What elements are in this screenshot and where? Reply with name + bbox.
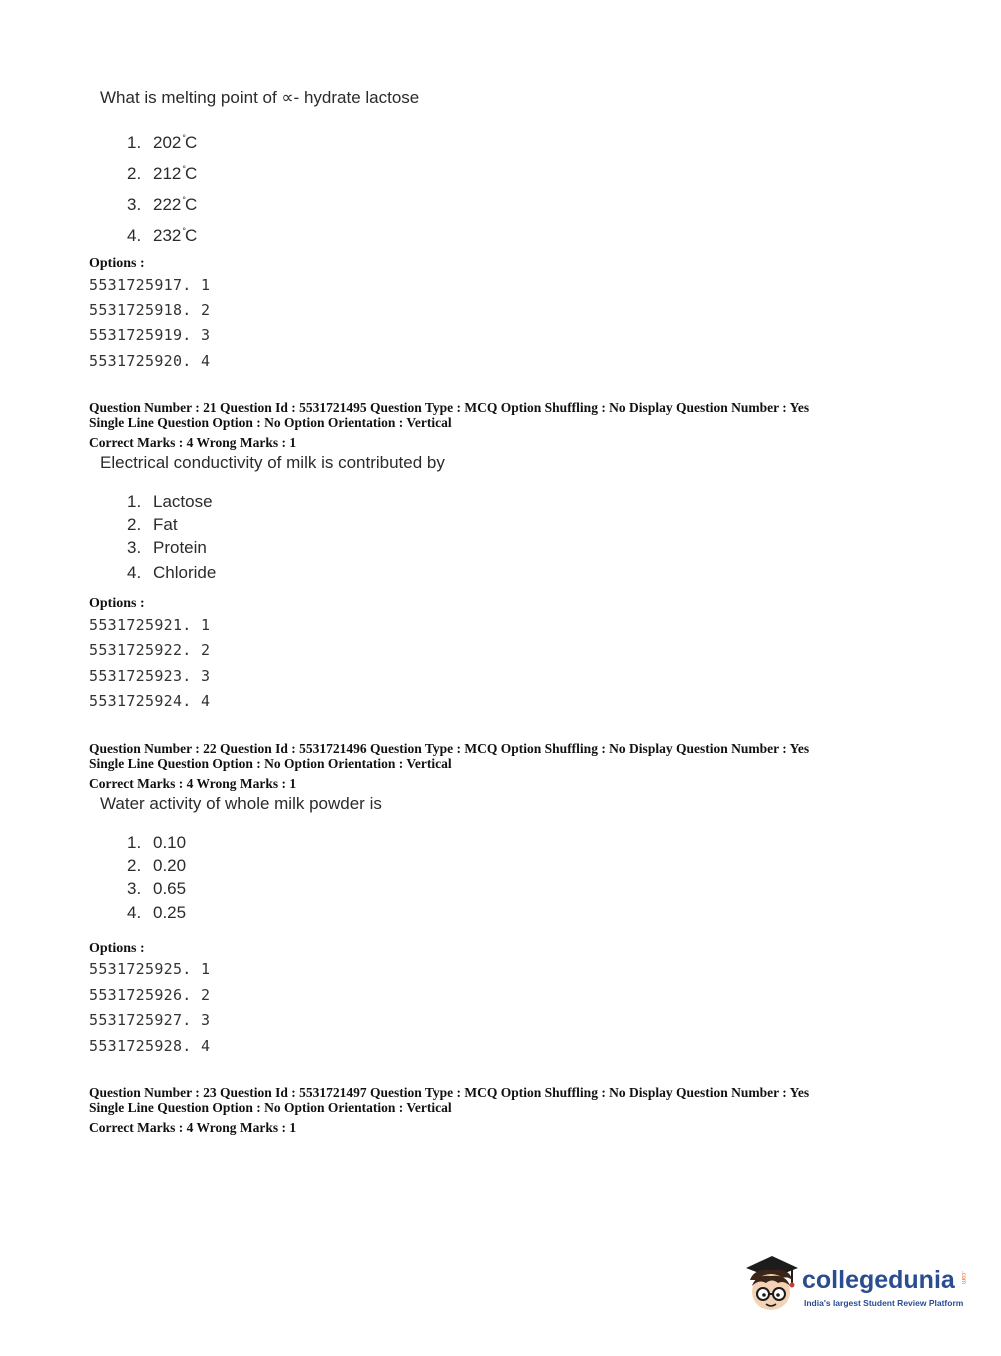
choice-label: Chloride [153,563,217,582]
choice-value: 232 [153,226,182,245]
choice-number: 1. [127,133,142,152]
option-id: 5531725920. 4 [89,352,211,370]
choice-value: 212 [153,164,182,183]
choice-number: 4. [127,226,142,245]
choice-number: 1. [127,492,142,511]
option-id: 5531725924. 4 [89,692,211,710]
question-text: Electrical conductivity of milk is contributed by [100,453,445,472]
degree-symbol: ° [182,133,186,143]
question-text: What is melting point of ∝- hydrate lactose [100,88,420,107]
choice-label: Fat [153,515,178,534]
choice-number: 3. [127,195,142,214]
choice-value: 202 [153,133,182,152]
options-label: Options : [89,256,145,271]
question-marks: Correct Marks : 4 Wrong Marks : 1 [89,776,297,791]
options-label: Options : [89,596,145,611]
mascot-icon [742,1250,800,1316]
choice-value: 222 [153,195,182,214]
option-id: 5531725921. 1 [89,616,211,634]
question-meta: Single Line Question Option : No Option Orientation : Vertical [89,756,452,771]
choice-number: 2. [127,515,142,534]
option-id: 5531725927. 3 [89,1011,211,1029]
logo-domain: .com [960,1271,966,1285]
choice-number: 3. [127,879,142,898]
choice-number: 2. [127,164,142,183]
choice-label: Protein [153,538,207,557]
option-id: 5531725919. 3 [89,326,211,344]
choice-label: Lactose [153,492,213,511]
choice-item [127,879,186,899]
degree-symbol: ° [182,195,186,205]
choice-number: 1. [127,833,142,852]
option-id: 5531725917. 1 [89,276,211,294]
degree-symbol: ° [182,226,186,236]
choice-unit: C [184,226,198,245]
choice-item [127,515,178,535]
choice-item [127,226,197,246]
choice-item [127,164,197,184]
choice-label: 0.20 [153,856,187,875]
option-id: 5531725926. 2 [89,986,211,1004]
choice-number: 4. [127,563,142,582]
option-id: 5531725922. 2 [89,641,211,659]
choice-item [127,133,197,153]
option-id: 5531725923. 3 [89,667,211,685]
question-meta: Single Line Question Option : No Option Orientation : Vertical [89,1100,452,1115]
option-id: 5531725925. 1 [89,960,211,978]
question-marks: Correct Marks : 4 Wrong Marks : 1 [89,435,297,450]
logo-wordmark: collegedunia [802,1266,955,1294]
question-meta: Single Line Question Option : No Option Orientation : Vertical [89,415,452,430]
choice-item [127,856,186,876]
question-marks: Correct Marks : 4 Wrong Marks : 1 [89,1120,297,1135]
choice-unit: C [184,195,198,214]
choice-label: 0.65 [153,879,187,898]
choice-label: 0.25 [153,903,187,922]
choice-item [127,492,213,512]
choice-number: 3. [127,538,142,557]
option-id: 5531725918. 2 [89,301,211,319]
degree-symbol: ° [182,164,186,174]
choice-unit: C [184,133,198,152]
logo-tagline: India's largest Student Review Platform [804,1298,964,1308]
option-id: 5531725928. 4 [89,1037,211,1055]
choice-label: 0.10 [153,833,187,852]
choice-item [127,195,197,215]
choice-item [127,563,216,583]
question-meta: Question Number : 21 Question Id : 5531721495 Question Type : MCQ Option Shuffling : No Display Question Number : Yes [89,400,810,415]
choice-item [127,538,207,558]
question-text: Water activity of whole milk powder is [100,794,382,813]
choice-number: 4. [127,903,142,922]
choice-item [127,833,186,853]
collegedunia-logo[interactable] [742,1250,972,1320]
choice-item [127,903,186,923]
options-label: Options : [89,941,145,956]
choice-unit: C [184,164,198,183]
choice-number: 2. [127,856,142,875]
question-meta: Question Number : 23 Question Id : 5531721497 Question Type : MCQ Option Shuffling : No Display Question Number : Yes [89,1085,810,1100]
question-meta: Question Number : 22 Question Id : 5531721496 Question Type : MCQ Option Shuffling : No Display Question Number : Yes [89,741,810,756]
